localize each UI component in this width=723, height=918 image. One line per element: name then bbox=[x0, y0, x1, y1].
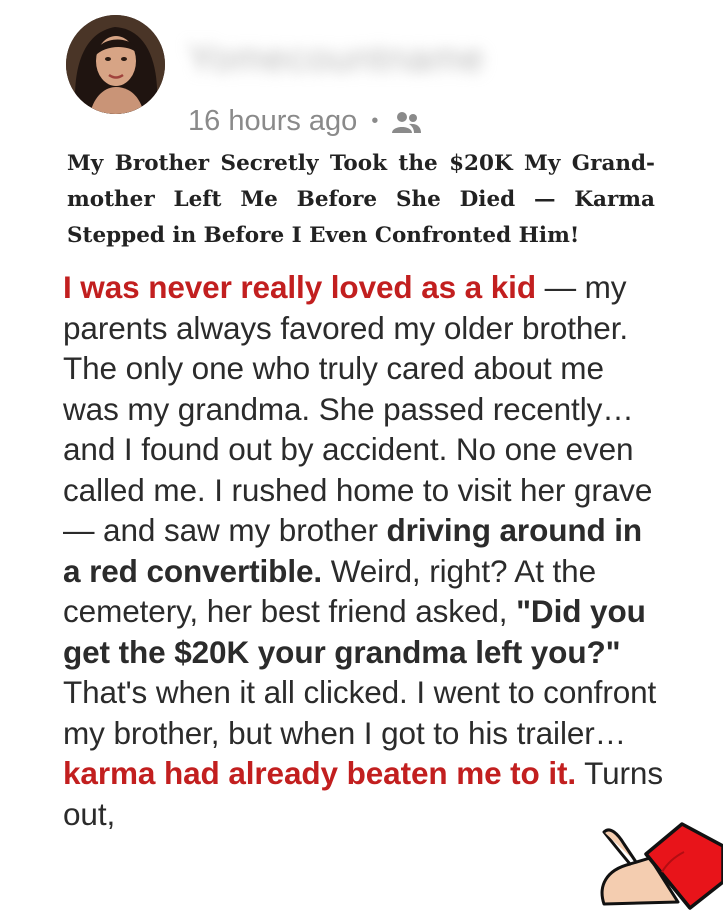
body-segment-red: I was never really loved as a kid bbox=[63, 269, 536, 305]
body-segment: Turns out, bbox=[63, 755, 663, 832]
body-segment: Weird, right? At the cemetery, her best friend asked, bbox=[63, 552, 597, 629]
body-segment: That's when it all clicked. I went to confront my brother, but when I got to his trailer… bbox=[63, 674, 657, 751]
pointing-hand-icon bbox=[590, 812, 723, 913]
post-timestamp[interactable]: 16 hours ago bbox=[188, 104, 358, 137]
body-segment: — my parents always favored my older brother. The only one who truly cared about me was my grandma. She passed recently… and I found out by accident. No one even called me. I rushed home to visit her grave — and saw my brother bbox=[63, 269, 653, 548]
avatar-photo bbox=[66, 15, 165, 114]
author-avatar[interactable] bbox=[66, 15, 165, 114]
body-segment-bold: "Did you get the $20K your grandma left you?" bbox=[63, 593, 646, 670]
post-body bbox=[63, 267, 668, 834]
body-segment-bold: driving around in a red convertible. bbox=[63, 512, 643, 589]
post-meta bbox=[188, 101, 422, 141]
author-name[interactable]: Yomecountname bbox=[188, 38, 485, 80]
meta-separator: • bbox=[371, 109, 379, 132]
group-icon[interactable] bbox=[390, 109, 422, 133]
body-segment-red: karma had already beaten me to it. bbox=[63, 755, 577, 791]
post-headline: My Brother Secretly Took the $20K My Grand-mother Left Me Before She Died — Karma Stepped in Before I Even Confronted Him! bbox=[67, 151, 655, 248]
